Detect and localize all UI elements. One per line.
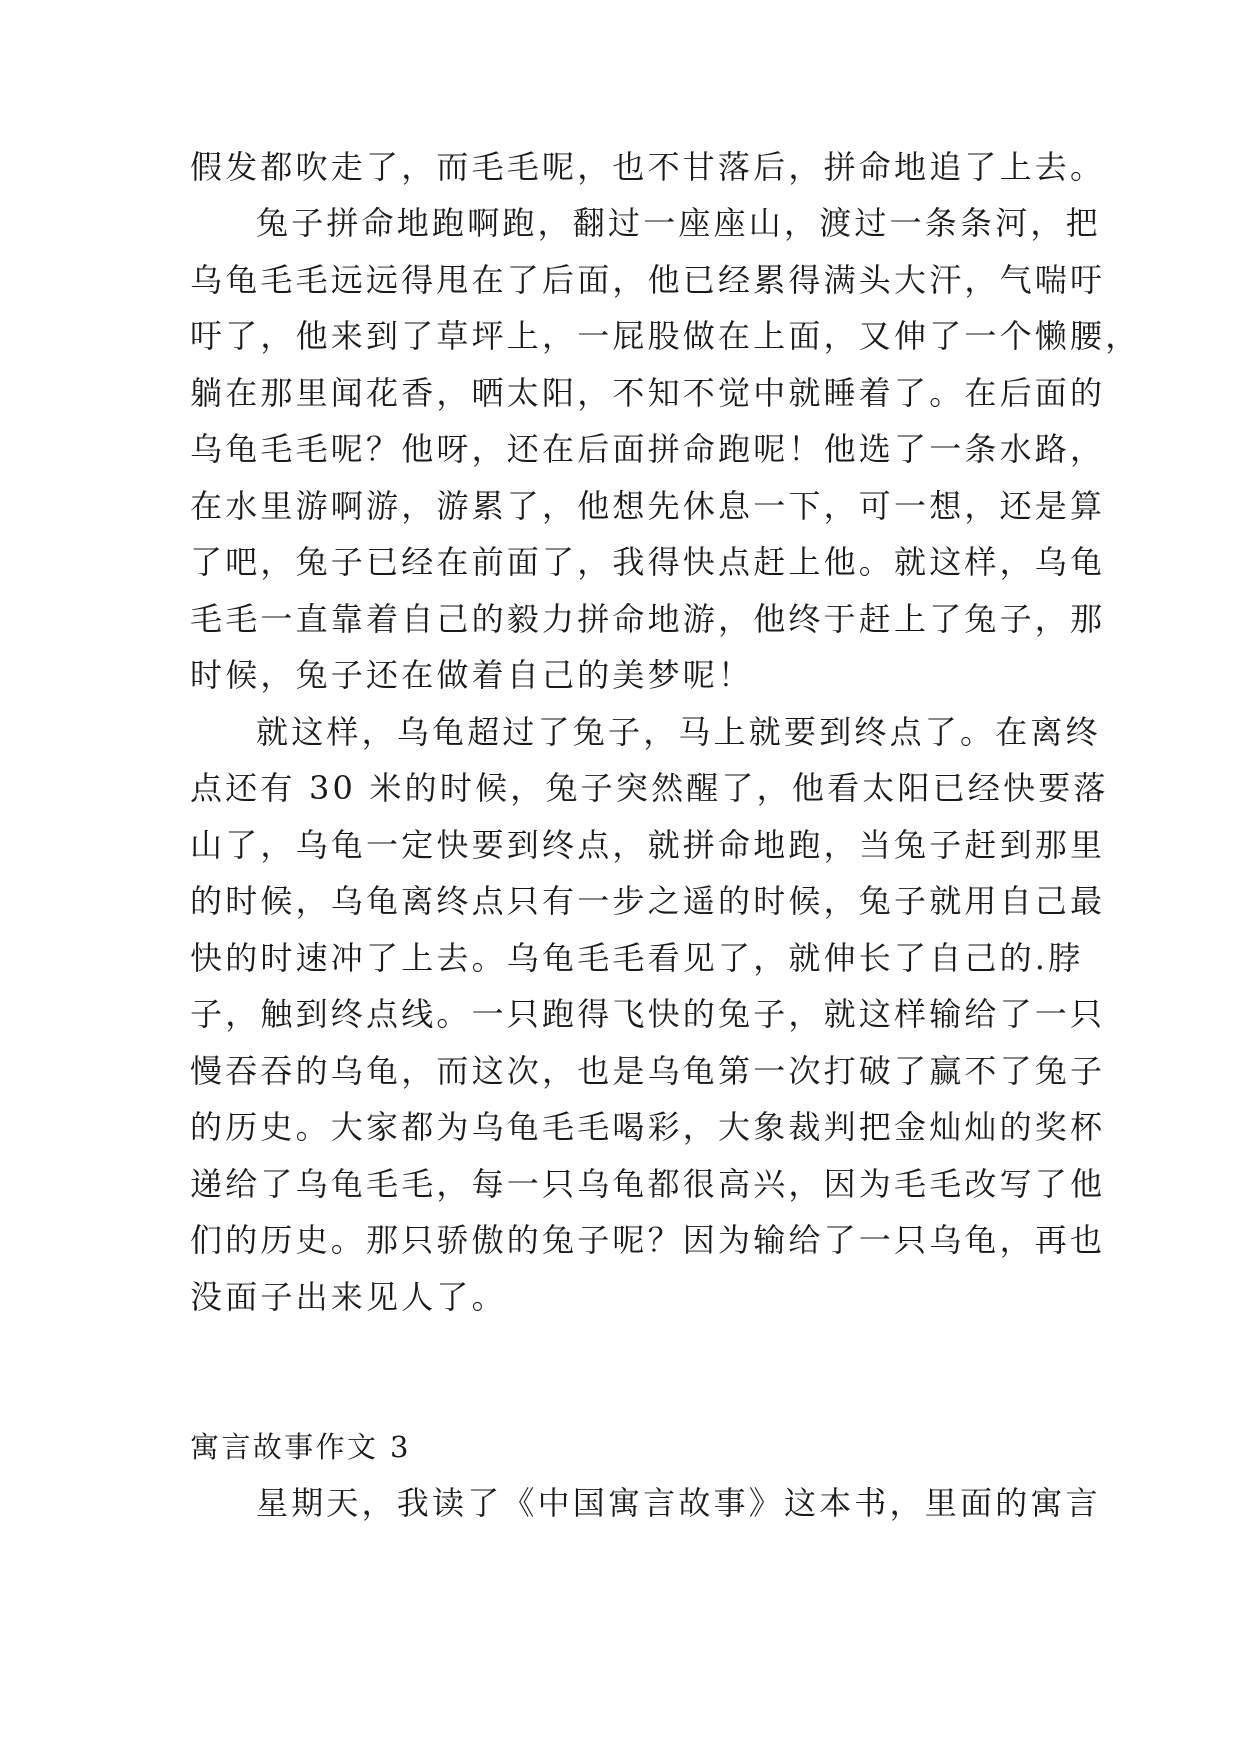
- paragraph-2-line-1: 兔子拼命地跑啊跑，翻过一座座山，渡过一条条河，把: [256, 204, 1101, 242]
- paragraph-3-line-11: 没面子出来见人了。: [190, 1278, 507, 1316]
- paragraph-3-line-8: 的历史。大家都为乌龟毛毛喝彩，大象裁判把金灿灿的奖杯: [190, 1108, 1106, 1146]
- paragraph-3-line-2: 点还有 30 米的时候，兔子突然醒了，他看太阳已经快要落: [190, 769, 1109, 807]
- paragraph-3-line-4: 的时候，乌龟离终点只有一步之遥的时候，兔子就用自己最: [190, 882, 1106, 920]
- paragraph-3-line-9: 递给了乌龟毛毛，每一只乌龟都很高兴，因为毛毛改写了他: [190, 1165, 1106, 1203]
- paragraph-2-line-4: 躺在那里闻花香，晒太阳，不知不觉中就睡着了。在后面的: [190, 374, 1106, 412]
- paragraph-3-line-5: 快的时速冲了上去。乌龟毛毛看见了，就伸长了自己的.脖: [190, 939, 1084, 977]
- paragraph-2-line-3: 吁了，他来到了草坪上，一屁股做在上面，又伸了一个懒腰，: [190, 317, 1141, 355]
- paragraph-1-line-1: 假发都吹走了，而毛毛呢，也不甘落后，拼命地追了上去。: [190, 148, 1106, 186]
- paragraph-3-line-6: 子，触到终点线。一只跑得飞快的兔子，就这样输给了一只: [190, 995, 1106, 1033]
- paragraph-4-line-1: 星期天，我读了《中国寓言故事》这本书，里面的寓言: [256, 1484, 1101, 1522]
- paragraph-3-line-3: 山了，乌龟一定快要到终点，就拼命地跑，当兔子赶到那里: [190, 826, 1106, 864]
- paragraph-2-line-7: 了吧，兔子已经在前面了，我得快点赶上他。就这样，乌龟: [190, 543, 1106, 581]
- paragraph-3-line-1: 就这样，乌龟超过了兔子，马上就要到终点了。在离终: [256, 713, 1101, 751]
- paragraph-3-line-7: 慢吞吞的乌龟，而这次，也是乌龟第一次打破了赢不了兔子: [190, 1052, 1106, 1090]
- paragraph-3-line-10: 们的历史。那只骄傲的兔子呢？因为输给了一只乌龟，再也: [190, 1221, 1106, 1259]
- paragraph-2-line-8: 毛毛一直靠着自己的毅力拼命地游，他终于赶上了兔子，那: [190, 600, 1106, 638]
- section-heading: 寓言故事作文 3: [190, 1430, 411, 1464]
- paragraph-2-line-6: 在水里游啊游，游累了，他想先休息一下，可一想，还是算: [190, 487, 1106, 525]
- paragraph-2-line-5: 乌龟毛毛呢？他呀，还在后面拼命跑呢！他选了一条水路，: [190, 430, 1106, 468]
- paragraph-2-line-9: 时候，兔子还在做着自己的美梦呢！: [190, 656, 754, 694]
- paragraph-2-line-2: 乌龟毛毛远远得甩在了后面，他已经累得满头大汗，气喘吁: [190, 261, 1106, 299]
